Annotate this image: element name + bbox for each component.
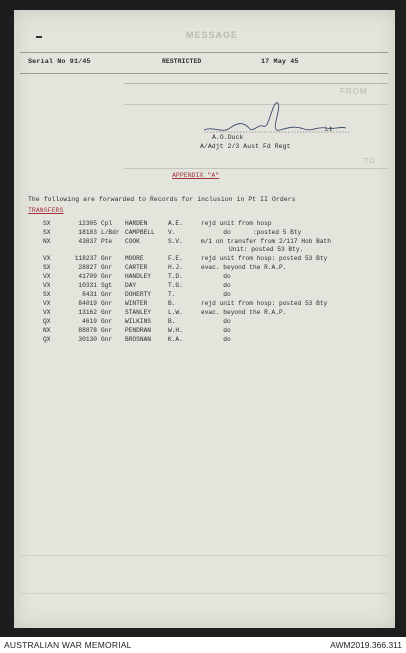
form-title-faint: MESSAGE: [186, 30, 239, 40]
archive-reference: AWM2019.366.311: [330, 640, 402, 650]
entry-note: rejd unit from hosp: [201, 220, 272, 227]
header-rule-bottom: [20, 73, 388, 74]
entry-number: 28827: [78, 264, 97, 271]
form-rule: [20, 593, 388, 594]
entry-note: m/1 on transfer from 2/117 Hob Bath: [201, 238, 331, 245]
entry-prefix: SX: [43, 229, 51, 236]
entry-name: CARTER: [125, 264, 148, 271]
signatory-title: A/Adjt 2/3 Aust Fd Regt: [200, 143, 291, 150]
entry-initials: W.H.: [168, 327, 183, 334]
signatory-rank-suffix: Lt: [325, 126, 333, 133]
entry-initials: F.E.: [168, 255, 183, 262]
entry-name: WILKINS: [125, 318, 151, 325]
entry-prefix: NX: [43, 238, 51, 245]
entry-initials: B.: [168, 318, 176, 325]
serial-number: Serial No 91/45: [28, 58, 91, 66]
entry-note: do: [201, 282, 231, 289]
intro-text: The following are forwarded to Records for inclusion in Pt II Orders: [28, 196, 296, 203]
entry-rank: Sgt: [101, 282, 113, 289]
appendix-title: APPENDIX "A": [172, 172, 220, 179]
entry-name: HANDLEY: [125, 273, 151, 280]
entry-initials: S.V.: [168, 238, 183, 245]
entry-rank: Gnr: [101, 300, 113, 307]
entry-number: 18183: [78, 229, 97, 236]
entry-prefix: QX: [43, 318, 51, 325]
entry-note: evac. beyond the R.A.P.: [201, 309, 287, 316]
entry-note: do: [201, 291, 231, 298]
entry-prefix: VX: [43, 300, 51, 307]
archive-name: AUSTRALIAN WAR MEMORIAL: [4, 640, 132, 650]
entry-note: do: [201, 327, 231, 334]
entry-number: 41709: [78, 273, 97, 280]
to-faint-label: TO: [364, 158, 376, 165]
signatory-name: A.O.Duck: [212, 134, 244, 141]
entry-rank: Gnr: [101, 309, 113, 316]
entry-initials: T.G.: [168, 282, 183, 289]
entry-rank: Pte: [101, 238, 113, 245]
entry-note: do :posted 5 Bty: [201, 229, 302, 236]
entry-number: 10331: [78, 282, 97, 289]
entry-number: 118237: [74, 255, 97, 262]
entry-initials: T.: [168, 291, 176, 298]
entry-prefix: NX: [43, 327, 51, 334]
entry-note: do: [201, 336, 231, 343]
header-rule-top: [20, 52, 388, 53]
entry-name: DAY: [125, 282, 137, 289]
entry-name: COOK: [125, 238, 140, 245]
entry-number: 13162: [78, 309, 97, 316]
entry-name: PENDRAN: [125, 327, 151, 334]
from-faint-label: FROM: [340, 87, 368, 96]
entry-rank: L/Bdr: [101, 229, 120, 236]
entry-number: 8431: [82, 291, 97, 298]
entry-prefix: SX: [43, 264, 51, 271]
entry-initials: T.D.: [168, 273, 183, 280]
entry-initials: L.W.: [168, 309, 183, 316]
document-page: [14, 10, 395, 628]
entry-prefix: SX: [43, 220, 51, 227]
entry-number: 12305: [78, 220, 97, 227]
entry-name: MOORE: [125, 255, 144, 262]
punch-mark: [36, 36, 42, 38]
entry-name: HARDEN: [125, 220, 148, 227]
entry-note: rejd unit from hosp: posted 53 Bty: [201, 300, 328, 307]
entry-rank: Gnr: [101, 264, 113, 271]
entry-rank: Cpl: [101, 220, 113, 227]
archive-footer: [0, 637, 406, 653]
entry-rank: Gnr: [101, 255, 113, 262]
entry-continuation: Unit: posted 53 Bty.: [229, 246, 304, 253]
entry-note: do: [201, 318, 231, 325]
entry-initials: K.A.: [168, 336, 183, 343]
entry-prefix: SX: [43, 291, 51, 298]
entry-note: evac. beyond the R.A.P.: [201, 264, 287, 271]
entry-number: 88878: [78, 327, 97, 334]
message-date: 17 May 45: [261, 58, 299, 66]
entry-name: BROSNAN: [125, 336, 151, 343]
entry-rank: Gnr: [101, 273, 113, 280]
entry-initials: H.J.: [168, 264, 183, 271]
entry-prefix: VX: [43, 309, 51, 316]
entry-prefix: QX: [43, 336, 51, 343]
form-rule: [124, 168, 388, 169]
entry-initials: B.: [168, 300, 176, 307]
entry-prefix: VX: [43, 273, 51, 280]
entry-rank: Gnr: [101, 327, 113, 334]
entry-note: do: [201, 273, 231, 280]
form-rule: [124, 83, 388, 84]
entry-initials: V.: [168, 229, 176, 236]
entry-name: DOHERTY: [125, 291, 151, 298]
entry-name: CAMPBELL: [125, 229, 155, 236]
entry-number: 84019: [78, 300, 97, 307]
entry-rank: Gnr: [101, 318, 113, 325]
entry-prefix: VX: [43, 255, 51, 262]
entry-rank: Gnr: [101, 336, 113, 343]
entry-name: WINTER: [125, 300, 148, 307]
entry-name: STANLEY: [125, 309, 151, 316]
entry-number: 4619: [82, 318, 97, 325]
entry-rank: Gnr: [101, 291, 113, 298]
form-rule: [20, 555, 388, 556]
entry-number: 30130: [78, 336, 97, 343]
classification: RESTRICTED: [162, 58, 202, 65]
entry-prefix: VX: [43, 282, 51, 289]
entry-number: 43837: [78, 238, 97, 245]
entry-note: rejd unit from hosp: posted 53 Bty: [201, 255, 328, 262]
entry-initials: A.E.: [168, 220, 183, 227]
section-heading: TRANSFERS: [28, 207, 64, 214]
